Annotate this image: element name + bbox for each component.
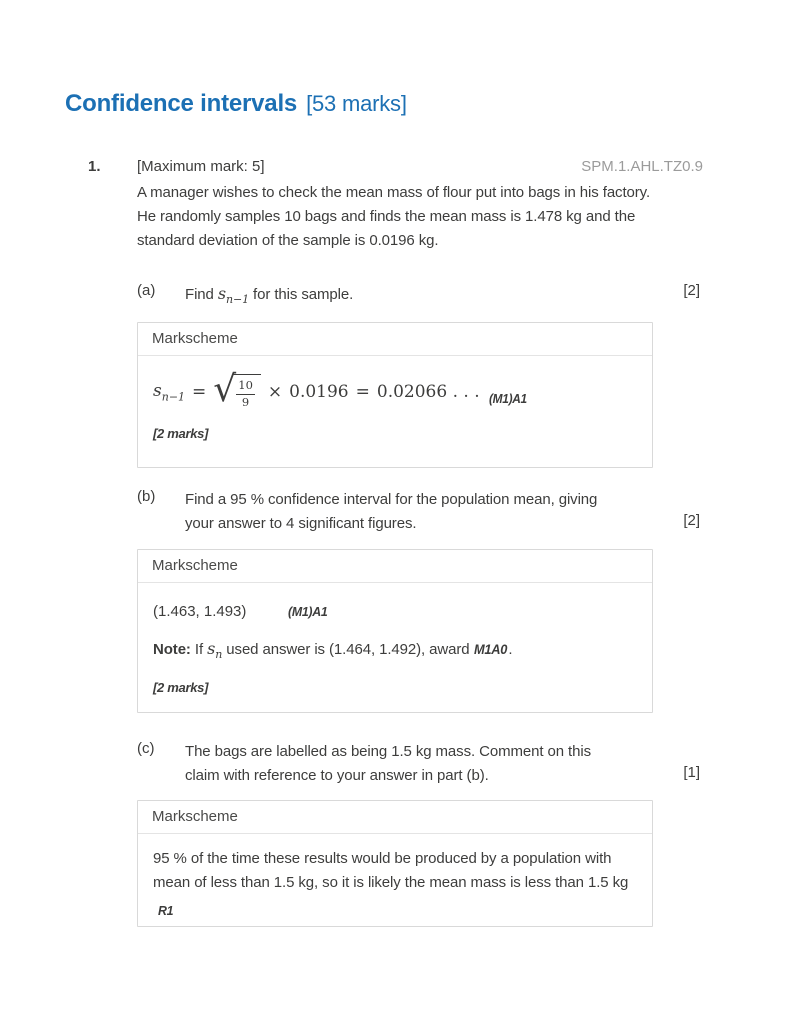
fraction [236, 379, 255, 410]
note-label: Note: [153, 641, 191, 658]
answer-line: 95 % of the time these results would be produced by a population with [153, 850, 612, 867]
formula-result: 0.02066 . . . [376, 382, 480, 402]
part-a-prompt [185, 282, 353, 312]
part-b-prompt-line: your answer to 4 significant figures. [185, 515, 417, 532]
markscheme-formula [153, 369, 637, 410]
part-a-prompt-pre: Find [185, 286, 218, 303]
markscheme-box-a [137, 322, 653, 468]
intro-line: He randomly samples 10 bags and finds the mean mass is 1.478 kg and the [137, 208, 636, 225]
times-sign: × [267, 382, 283, 402]
fraction-numerator: 10 [236, 379, 255, 395]
s-n-math: $s_n$ [207, 639, 223, 662]
part-b-marks: [2] [683, 512, 700, 529]
markscheme-header: Markscheme [138, 550, 652, 583]
radical-sign: √ [213, 369, 237, 410]
formula-value: 0.0196 [289, 382, 349, 402]
mark-annotation: R1 [158, 903, 174, 918]
s-n-minus-1-math: $s_{n-1}$ [217, 284, 249, 307]
formula-lhs: $s_{n-1}$ [153, 380, 186, 404]
page-title-total-marks: [53 marks] [306, 91, 407, 116]
fraction-denominator: 9 [241, 395, 250, 409]
part-c-marks: [1] [683, 764, 700, 781]
mark-annotation-row [158, 899, 637, 923]
part-a-marks: [2] [683, 282, 700, 299]
mark-annotation: (M1)A1 [488, 392, 527, 406]
part-c-prompt [185, 740, 591, 788]
markscheme-header: Markscheme [138, 801, 652, 834]
answer-line: mean of less than 1.5 kg, so it is likely the mean mass is less than 1.5 kg [153, 874, 629, 891]
square-root [213, 369, 261, 410]
part-b-prompt [185, 488, 597, 536]
part-c-label: (c) [137, 740, 155, 757]
markscheme-box-b [137, 549, 653, 713]
part-c-prompt-line: The bags are labelled as being 1.5 kg mass. Comment on this [185, 743, 591, 760]
mark-annotation: M1A0 [473, 642, 507, 657]
part-a-label: (a) [137, 282, 156, 299]
question-intro [137, 181, 650, 253]
markscheme-header: Markscheme [138, 323, 652, 356]
page-title [65, 90, 407, 118]
markscheme-box-c [137, 800, 653, 927]
equals-sign: = [355, 382, 370, 402]
interval-answer: (1.463, 1.493) [153, 603, 247, 620]
question-max-mark: [Maximum mark: 5] [137, 158, 265, 175]
equals-sign: = [192, 382, 207, 402]
mark-annotation: (M1)A1 [288, 604, 328, 619]
total-marks-label: [2 marks] [153, 426, 209, 441]
question-reference-code: SPM.1.AHL.TZ0.9 [581, 158, 703, 175]
part-b-prompt-line: Find a 95 % confidence interval for the population mean, giving [185, 491, 598, 508]
part-c-prompt-line: claim with reference to your answer in part (b). [185, 767, 489, 784]
part-a-prompt-post: for this sample. [248, 286, 354, 303]
total-marks-label: [2 marks] [153, 680, 209, 696]
part-b-label: (b) [137, 488, 156, 505]
markscheme-note: Note: If $s_n$ used answer is (1.464, 1.492), award M1A0 . [153, 639, 513, 662]
question-number: 1. [88, 158, 101, 175]
markscheme-body-a [138, 369, 652, 441]
intro-line: A manager wishes to check the mean mass of flour put into bags in his factory. [137, 184, 651, 201]
markscheme-body-b [138, 603, 652, 695]
intro-line: standard deviation of the sample is 0.0196 kg. [137, 232, 439, 249]
radicand [232, 374, 261, 410]
markscheme-body-c [138, 847, 652, 923]
page-title-text: Confidence intervals [65, 90, 298, 117]
markscheme-answer-paragraph [153, 847, 637, 923]
markscheme-answer-row [153, 603, 637, 620]
